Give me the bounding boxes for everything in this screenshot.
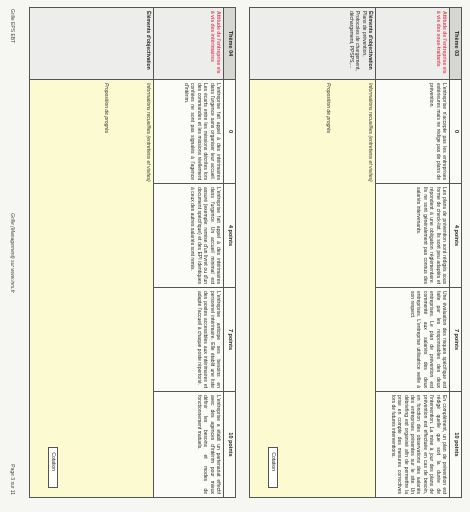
elements-title: Éléments d'objectivation (366, 11, 373, 70)
score-7-header: 7 points (223, 288, 235, 392)
proposal-label: Proposition de progrès (102, 83, 109, 134)
elements-cell (249, 8, 375, 80)
theme-04-title: Attitude de l'entreprise vis à vis des intérimaires (208, 11, 221, 74)
info-label: Informations recueillies (entretiens et visites) (366, 83, 373, 182)
criteria-7-cell: Une évaluation des risques spécifique est faite par les responsables des deux entreprises. Le plan de prévention est commenté aux salariés des deux entreprises. L'entreprise utilisatrice veille à son respect. (375, 288, 449, 392)
theme-03-title: Attitude de l'entreprise vis à vis des sous-traitants (434, 11, 447, 74)
score-0-header: 0 (449, 80, 461, 184)
cotation-box[interactable]: Cotation (48, 447, 58, 488)
observations-area[interactable] (29, 80, 153, 498)
rotated-sheet (0, 3, 466, 503)
footer-left: Grille EPS EBT (9, 9, 15, 44)
proposal-label: Proposition de progrès (324, 83, 331, 134)
criteria-7-cell: L'entreprise anticipe ses besoins en personnel intérimaire. Elle établit une liste des postes accessibles aux intérimaires et adapte l'accueil à chaque poste répertorié. (153, 288, 223, 392)
criteria-0-cell: L'entreprise n'accepte pas les entreprises extérieures mais ne rédige pas de plans de prévention. (375, 80, 449, 184)
criteria-10-cell: En complément, un plan de prévention est rédigé quelle que soit la durée de l'intervention. La mise à jour des plans de prévention est effectuée en cas de besoin, en fonction des observations des salariés des entreprises présentes sur le site. Un débriefing est organisé afin de permettre la prise en compte des mesures correctives lors de futures interventions. (375, 392, 449, 498)
observations-area[interactable] (249, 80, 375, 498)
footer-center: Grille (Management) sur www.inrs.fr (9, 213, 15, 293)
score-7-header: 7 points (449, 288, 461, 392)
theme-03-title-cell (375, 8, 449, 80)
theme-04-header: Thème 04 (223, 8, 235, 80)
score-4-header: 4 points (449, 184, 461, 288)
cotation-box[interactable]: Cotation (268, 447, 278, 488)
theme-04-title-cell (153, 8, 223, 80)
elements-cell (29, 8, 153, 80)
footer-page-number: Page 3 sur 11 (9, 464, 15, 495)
elements-list: Plans de prévention, Protocoles de chargement, déchargement, PPSPS,… (347, 11, 367, 71)
criteria-4-cell: L'entreprise fait appel à des intérimaires dans l'urgence. Un accueil minimal est assuré (exemple: remise d'un livret ou d'un document spécifique) et des EPI identiques à ceux des autres salariés sont remis. (153, 184, 223, 288)
criteria-4-cell: Les plans de prévention sont rédigés sous forme de check-list. Ils sont peu adaptés et répondent à une obligation réglementaire. Ils ne sont généralement pas connus des salariés intervenants. (375, 184, 449, 288)
score-10-header: 10 points (223, 392, 235, 498)
criteria-0-cell: L'entreprise fait appel à des intérimaires dans l'urgence sans organiser leur accueil. Les écarts entre les missions décrites lors des commandes et les missions réellement confiées ne sont pas signalés à l'agence d'intérim. (153, 80, 223, 184)
info-label: Informations recueillies (entretiens et visites) (144, 83, 151, 182)
theme-03-header: Thème 03 (449, 8, 461, 80)
score-0-header: 0 (223, 80, 235, 184)
elements-title: Éléments d'objectivation (144, 11, 151, 70)
theme-04-table (29, 7, 236, 498)
score-10-header: 10 points (449, 392, 461, 498)
theme-03-table (249, 7, 462, 498)
score-4-header: 4 points (223, 184, 235, 288)
criteria-10-cell: L'entreprise a établi un partenariat effectif avec des agences d'intérim pour mieux définir les besoins et modes de fonctionnement mutuels. (153, 392, 223, 498)
